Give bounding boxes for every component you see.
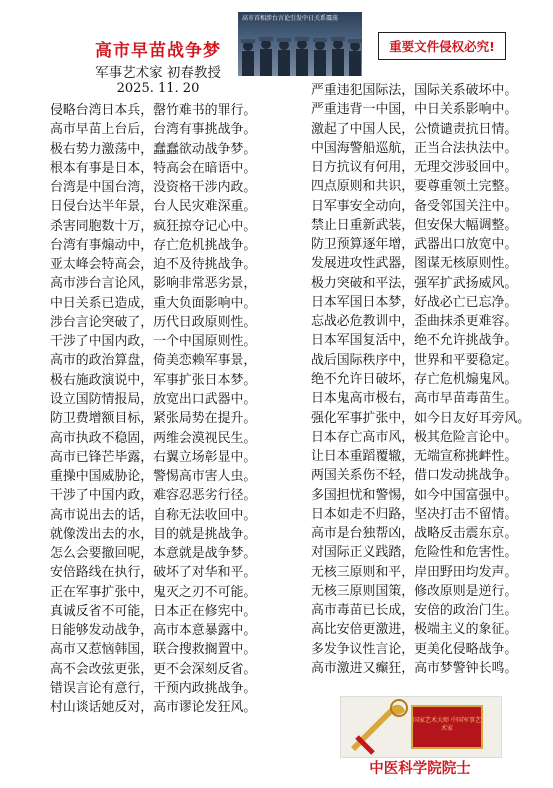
poem-line: 日本如走不归路，坚决打击不留情。 (311, 506, 518, 522)
poem-line: 极力突破和平法，强军扩武扬威风。 (311, 275, 518, 291)
poem-line: 日能够发动战争，高市本意暴露中。 (50, 623, 257, 639)
poem-line: 忘战必危教训中，歪曲抹杀更难容。 (311, 314, 518, 330)
certificate-text: 国家艺术大师 中国军事艺术家 (413, 717, 481, 732)
poem-line: 高市是台独帮凶，战略反击震东京。 (311, 526, 518, 542)
certificate-card (411, 705, 483, 749)
poem-line: 高市已锋芒毕露，右翼立场彰显中。 (50, 449, 257, 465)
poem-line: 高市又惹恼韩国，联合搜救搁置中。 (50, 642, 257, 658)
poem-line: 严重违犯国际法，国际关系破坏中。 (311, 83, 518, 98)
poem-line: 日方抗议有何用，无理交涉驳回中。 (311, 160, 518, 176)
poem-line: 强化军事扩张中，如今日友好耳旁风。 (311, 410, 531, 426)
poem-line: 对国际正义践踏，危险性和危害性。 (311, 545, 518, 561)
poem-line: 日本存亡高市风，极其危险言论中。 (311, 429, 518, 445)
poem-line: 严重违背一中国，中日关系影响中。 (311, 102, 518, 118)
poem-line: 台湾有事煽动中，存亡危机挑战争。 (50, 237, 257, 253)
poem-line: 战后国际秩序中，世界和平要稳定。 (311, 352, 518, 368)
poem-line: 四点原则和共识，要尊重领土完整。 (311, 179, 518, 195)
poem-line: 安倍路线在执行，破坏了对华和平。 (50, 565, 257, 581)
poem-line: 发展进攻性武器，图谋无核原则性。 (311, 256, 518, 272)
poem-line: 杀害同胞数十万，疯狂掠夺记心中。 (50, 218, 257, 234)
poem-line: 极右施政演说中，军事扩张日本梦。 (50, 372, 257, 388)
poem-line: 高市执政不稳固，两维会漠视民生。 (50, 430, 257, 446)
poem-line: 真诚反省不可能，日本正在修宪中。 (50, 603, 257, 619)
poem-title: 高市早苗战争梦 (95, 41, 221, 61)
poem-line: 就像泼出去的水，目的就是挑战争。 (50, 526, 257, 542)
poem-line: 日本军国日本梦，好战必亡已忘净。 (311, 294, 518, 310)
header-photo (238, 12, 362, 76)
poem-line: 高比安倍更激进，极端主义的象征。 (311, 622, 518, 638)
poem-line: 防卫预算逐年增，武器出口放宽中。 (311, 237, 518, 253)
poem-line: 日本鬼高市极右，高市早苗毒苗生。 (311, 391, 518, 407)
poem-line: 正在军事扩张中，鬼灭之刃不可能。 (50, 584, 257, 600)
soldiers-image (238, 32, 362, 76)
poem-line: 无核三原则和平，岸田野田均发声。 (311, 564, 518, 580)
poem-line: 高市毒苗已长成，安倍的政治门生。 (311, 603, 518, 619)
poem-line: 错误言论有意行，干预内政挑战争。 (50, 680, 257, 696)
poem-line: 日侵台达半年景，台人民灾难深重。 (50, 199, 257, 215)
poem-column-right (311, 81, 530, 678)
copyright-notice: 重要文件侵权必究! (378, 32, 506, 60)
poem-line: 无核三原则国策，修改原则是逆行。 (311, 583, 518, 599)
poem-line: 禁止日重新武装，但安保大幅调整。 (311, 217, 518, 233)
poem-line: 干涉了中国内政，一个中国原则性。 (50, 334, 257, 350)
poem-line: 日本军国复活中，绝不允许挑战争。 (311, 333, 518, 349)
poem-line: 高市激进又癫狂，高市梦警钟长鸣。 (311, 660, 518, 676)
poem-line: 中日关系已造成，重大负面影响中。 (50, 295, 257, 311)
poem-line: 村山谈话她反对，高市谬论发狂风。 (50, 700, 257, 716)
poem-line: 设立国防情报局，放宽出口武器中。 (50, 391, 257, 407)
poem-column-left (50, 101, 256, 718)
poem-line: 亚太峰会特高会，迫不及待挑战争。 (50, 257, 257, 273)
poem-line: 激起了中国人民，公愤谴责抗日情。 (311, 121, 518, 137)
poem-line: 两国关系伤不轻，借口发动挑战争。 (311, 468, 518, 484)
poem-line: 多国担忧和警惕，如今中国富强中。 (311, 487, 518, 503)
photo-caption: 高市首相涉台言论引发中日关系震荡 (242, 15, 339, 22)
poem-line: 侵略台湾日本兵，罄竹难书的罪行。 (50, 103, 257, 118)
trumpet-icon (343, 697, 413, 757)
poem-line: 多发争议性言论，更美化侵略战争。 (311, 641, 518, 657)
poem-line: 防卫费增额目标，紧张局势在提升。 (50, 411, 257, 427)
poem-line: 绝不允许日破坏，存亡危机煽鬼风。 (311, 371, 518, 387)
poem-line: 怎么会要撤回呢，本意就是战争梦。 (50, 546, 257, 562)
poem-line: 高不会改弦更张，更不会深刻反省。 (50, 661, 257, 677)
poem-line: 根本有事是日本，特高会在暗语中。 (50, 160, 257, 176)
author-line: 军事艺术家 初春教授 (95, 65, 221, 81)
certificate-photo (340, 696, 502, 758)
poem-line: 干涉了中国内政，难容忍恶劣行径。 (50, 488, 257, 504)
footer-caption: 中医科学院院士 (369, 760, 471, 777)
date-line: 2025. 11. 20 (116, 81, 200, 96)
poem-line: 台湾是中国台湾，没资格干涉内政。 (50, 180, 257, 196)
poem-line: 涉台言论突破了，历代日政原则性。 (50, 314, 257, 330)
poem-line: 极右势力激荡中，蠢蠢欲动战争梦。 (50, 141, 257, 157)
poem-line: 中国海警船巡航，正当合法执法中。 (311, 140, 518, 156)
poem-line: 高市的政治算盘，倚美恋赖军事景， (50, 353, 257, 369)
poem-line: 高市涉台言论风，影响非常恶劣景， (50, 276, 257, 292)
poem-line: 日军事安全动向，备受邻国关注中。 (311, 198, 518, 214)
poem-line: 高市说出去的话，自称无法收回中。 (50, 507, 257, 523)
poem-line: 高市早苗上台后，台湾有事挑战争。 (50, 122, 257, 138)
poem-line: 让日本重蹈覆辙，无端宣称挑衅性。 (311, 449, 518, 465)
poem-line: 重操中国威胁论，警惕高市害人虫。 (50, 469, 257, 485)
